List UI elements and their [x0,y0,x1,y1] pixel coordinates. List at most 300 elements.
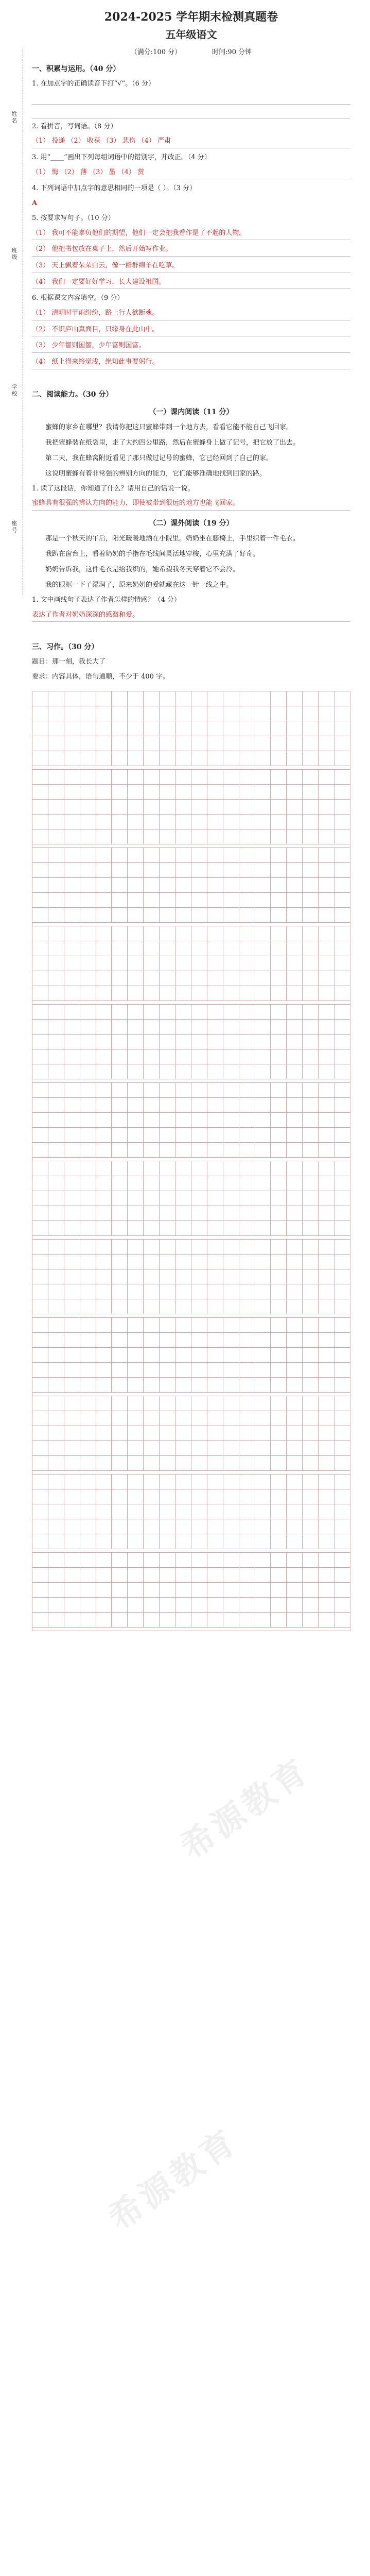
writing-cell[interactable] [239,691,255,706]
writing-cell[interactable] [303,1363,319,1378]
writing-cell[interactable] [223,1411,239,1426]
writing-cell[interactable] [48,691,64,706]
writing-cell[interactable] [287,1049,303,1064]
writing-cell[interactable] [207,1049,223,1064]
writing-cell[interactable] [112,1613,128,1628]
writing-cell[interactable] [96,1613,112,1628]
writing-cell[interactable] [271,956,287,971]
writing-cell[interactable] [48,1284,64,1299]
writing-cell[interactable] [160,971,175,986]
writing-cell[interactable] [334,971,350,986]
writing-cell[interactable] [175,848,191,863]
writing-cell[interactable] [271,1348,287,1363]
writing-cell[interactable] [287,1396,303,1411]
writing-cell[interactable] [239,1098,255,1113]
writing-cell[interactable] [255,1598,271,1613]
writing-cell[interactable] [287,848,303,863]
writing-cell[interactable] [144,1221,160,1236]
writing-cell[interactable] [175,1475,191,1489]
writing-cell[interactable] [207,815,223,829]
writing-cell[interactable] [48,1176,64,1191]
writing-cell[interactable] [223,1489,239,1504]
writing-cell[interactable] [287,1005,303,1020]
writing-cell[interactable] [255,941,271,956]
writing-cell[interactable] [334,1064,350,1079]
writing-cell[interactable] [160,1284,175,1299]
writing-cell[interactable] [287,751,303,766]
writing-cell[interactable] [319,1553,334,1568]
writing-cell[interactable] [48,800,64,815]
writing-cell[interactable] [239,1191,255,1206]
writing-cell[interactable] [32,863,48,878]
writing-cell[interactable] [64,751,80,766]
writing-cell[interactable] [271,1378,287,1393]
writing-cell[interactable] [48,1598,64,1613]
writing-cell[interactable] [303,941,319,956]
writing-cell[interactable] [175,1098,191,1113]
writing-cell[interactable] [32,1206,48,1221]
writing-cell[interactable] [160,1598,175,1613]
writing-cell[interactable] [319,1113,334,1128]
writing-cell[interactable] [191,1318,207,1333]
writing-cell[interactable] [334,1333,350,1348]
writing-cell[interactable] [303,1221,319,1236]
writing-cell[interactable] [80,1396,96,1411]
writing-cell[interactable] [80,1348,96,1363]
writing-cell[interactable] [48,1161,64,1176]
writing-cell[interactable] [96,1240,112,1255]
writing-cell[interactable] [128,848,144,863]
writing-cell[interactable] [271,863,287,878]
writing-cell[interactable] [96,971,112,986]
writing-cell[interactable] [239,971,255,986]
writing-cell[interactable] [287,1064,303,1079]
writing-cell[interactable] [112,800,128,815]
writing-cell[interactable] [112,1049,128,1064]
writing-cell[interactable] [128,878,144,893]
writing-cell[interactable] [144,941,160,956]
writing-cell[interactable] [32,1553,48,1568]
writing-cell[interactable] [303,1396,319,1411]
writing-cell[interactable] [319,1426,334,1441]
writing-cell[interactable] [191,785,207,800]
writing-cell[interactable] [334,1378,350,1393]
writing-cell[interactable] [319,1143,334,1158]
writing-cell[interactable] [303,1456,319,1471]
writing-cell[interactable] [96,1191,112,1206]
writing-cell[interactable] [160,706,175,721]
writing-cell[interactable] [160,1583,175,1598]
writing-cell[interactable] [319,1128,334,1143]
writing-cell[interactable] [287,1583,303,1598]
writing-cell[interactable] [319,1534,334,1549]
writing-cell[interactable] [319,1441,334,1456]
writing-cell[interactable] [96,1456,112,1471]
writing-cell[interactable] [64,1318,80,1333]
writing-cell[interactable] [319,1020,334,1035]
writing-cell[interactable] [64,1113,80,1128]
writing-cell[interactable] [80,1534,96,1549]
writing-cell[interactable] [255,815,271,829]
writing-cell[interactable] [255,721,271,736]
writing-cell[interactable] [32,1378,48,1393]
writing-cell[interactable] [112,736,128,751]
writing-cell[interactable] [64,1504,80,1519]
writing-cell[interactable] [32,1598,48,1613]
writing-cell[interactable] [239,1411,255,1426]
writing-cell[interactable] [239,1299,255,1314]
writing-cell[interactable] [239,1318,255,1333]
writing-cell[interactable] [175,1161,191,1176]
writing-cell[interactable] [287,1456,303,1471]
writing-cell[interactable] [48,721,64,736]
writing-cell[interactable] [223,770,239,785]
writing-cell[interactable] [144,971,160,986]
writing-cell[interactable] [334,785,350,800]
writing-cell[interactable] [64,1613,80,1628]
writing-cell[interactable] [271,736,287,751]
writing-cell[interactable] [207,1083,223,1098]
writing-cell[interactable] [128,1098,144,1113]
writing-cell[interactable] [48,1005,64,1020]
writing-cell[interactable] [191,1583,207,1598]
writing-cell[interactable] [96,848,112,863]
writing-cell[interactable] [64,1143,80,1158]
writing-cell[interactable] [48,1348,64,1363]
writing-cell[interactable] [144,1020,160,1035]
writing-cell[interactable] [271,1519,287,1534]
writing-cell[interactable] [64,1269,80,1284]
writing-cell[interactable] [144,815,160,829]
writing-cell[interactable] [319,1083,334,1098]
writing-cell[interactable] [255,1035,271,1049]
writing-cell[interactable] [303,1005,319,1020]
writing-cell[interactable] [160,829,175,844]
writing-cell[interactable] [207,751,223,766]
writing-cell[interactable] [80,706,96,721]
writing-cell[interactable] [112,908,128,923]
writing-cell[interactable] [80,770,96,785]
writing-cell[interactable] [223,956,239,971]
writing-cell[interactable] [223,1191,239,1206]
writing-cell[interactable] [255,1064,271,1079]
writing-cell[interactable] [191,1396,207,1411]
writing-cell[interactable] [191,1568,207,1583]
writing-cell[interactable] [96,1519,112,1534]
writing-cell[interactable] [96,1378,112,1393]
writing-cell[interactable] [271,941,287,956]
writing-cell[interactable] [207,1519,223,1534]
writing-cell[interactable] [96,908,112,923]
writing-cell[interactable] [32,1441,48,1456]
writing-cell[interactable] [112,1098,128,1113]
writing-cell[interactable] [160,1363,175,1378]
writing-cell[interactable] [112,1221,128,1236]
writing-cell[interactable] [48,1098,64,1113]
writing-cell[interactable] [255,1020,271,1035]
writing-cell[interactable] [319,878,334,893]
writing-cell[interactable] [223,1005,239,1020]
writing-cell[interactable] [64,1583,80,1598]
writing-cell[interactable] [144,751,160,766]
writing-cell[interactable] [64,848,80,863]
writing-cell[interactable] [319,1299,334,1314]
writing-cell[interactable] [287,1441,303,1456]
writing-cell[interactable] [319,1489,334,1504]
writing-cell[interactable] [319,1475,334,1489]
writing-cell[interactable] [64,1553,80,1568]
writing-cell[interactable] [255,863,271,878]
writing-cell[interactable] [175,1489,191,1504]
writing-cell[interactable] [128,1206,144,1221]
writing-cell[interactable] [319,941,334,956]
writing-cell[interactable] [255,1613,271,1628]
writing-cell[interactable] [80,1191,96,1206]
writing-cell[interactable] [96,1005,112,1020]
writing-cell[interactable] [303,1333,319,1348]
writing-cell[interactable] [64,736,80,751]
writing-cell[interactable] [144,691,160,706]
writing-cell[interactable] [175,1534,191,1549]
writing-cell[interactable] [287,926,303,941]
writing-cell[interactable] [32,1504,48,1519]
writing-cell[interactable] [48,751,64,766]
writing-cell[interactable] [191,1534,207,1549]
writing-cell[interactable] [112,1020,128,1035]
writing-cell[interactable] [319,1255,334,1269]
writing-cell[interactable] [239,1064,255,1079]
writing-cell[interactable] [32,1113,48,1128]
writing-cell[interactable] [207,1504,223,1519]
writing-cell[interactable] [64,1348,80,1363]
writing-cell[interactable] [191,878,207,893]
writing-cell[interactable] [112,1128,128,1143]
writing-cell[interactable] [223,986,239,1001]
writing-cell[interactable] [223,878,239,893]
writing-cell[interactable] [271,1064,287,1079]
writing-cell[interactable] [160,1221,175,1236]
writing-cell[interactable] [175,1284,191,1299]
writing-cell[interactable] [175,1363,191,1378]
writing-cell[interactable] [128,1049,144,1064]
writing-cell[interactable] [303,926,319,941]
writing-cell[interactable] [128,1064,144,1079]
writing-cell[interactable] [48,829,64,844]
writing-cell[interactable] [207,1098,223,1113]
writing-cell[interactable] [144,1098,160,1113]
writing-cell[interactable] [303,848,319,863]
writing-cell[interactable] [303,1378,319,1393]
writing-cell[interactable] [287,1083,303,1098]
writing-cell[interactable] [64,1020,80,1035]
writing-cell[interactable] [144,908,160,923]
writing-cell[interactable] [48,1035,64,1049]
writing-cell[interactable] [112,893,128,908]
writing-cell[interactable] [191,815,207,829]
writing-cell[interactable] [319,1519,334,1534]
writing-cell[interactable] [334,1049,350,1064]
writing-cell[interactable] [64,815,80,829]
writing-cell[interactable] [96,1396,112,1411]
writing-cell[interactable] [191,1255,207,1269]
writing-cell[interactable] [96,863,112,878]
writing-cell[interactable] [271,1128,287,1143]
writing-cell[interactable] [175,971,191,986]
writing-cell[interactable] [128,1020,144,1035]
writing-cell[interactable] [160,691,175,706]
writing-cell[interactable] [271,751,287,766]
writing-cell[interactable] [160,1489,175,1504]
writing-cell[interactable] [64,1240,80,1255]
writing-cell[interactable] [303,893,319,908]
writing-cell[interactable] [32,800,48,815]
writing-cell[interactable] [64,956,80,971]
writing-cell[interactable] [255,1161,271,1176]
writing-cell[interactable] [303,1299,319,1314]
writing-cell[interactable] [128,956,144,971]
writing-cell[interactable] [255,691,271,706]
writing-cell[interactable] [175,800,191,815]
writing-cell[interactable] [223,1426,239,1441]
writing-cell[interactable] [48,1020,64,1035]
writing-cell[interactable] [271,1426,287,1441]
writing-cell[interactable] [334,721,350,736]
writing-cell[interactable] [287,956,303,971]
writing-cell[interactable] [191,956,207,971]
writing-cell[interactable] [175,721,191,736]
writing-cell[interactable] [207,1583,223,1598]
writing-cell[interactable] [128,1519,144,1534]
writing-cell[interactable] [303,736,319,751]
writing-cell[interactable] [128,971,144,986]
writing-cell[interactable] [287,1191,303,1206]
writing-cell[interactable] [319,1411,334,1426]
writing-cell[interactable] [319,956,334,971]
writing-cell[interactable] [48,1299,64,1314]
writing-cell[interactable] [128,1176,144,1191]
writing-cell[interactable] [287,1519,303,1534]
writing-cell[interactable] [271,1598,287,1613]
writing-cell[interactable] [32,1363,48,1378]
writing-cell[interactable] [96,691,112,706]
writing-cell[interactable] [271,1240,287,1255]
writing-cell[interactable] [191,1613,207,1628]
writing-cell[interactable] [32,941,48,956]
writing-cell[interactable] [287,908,303,923]
writing-cell[interactable] [48,1240,64,1255]
writing-cell[interactable] [175,1553,191,1568]
writing-cell[interactable] [255,1441,271,1456]
writing-cell[interactable] [128,1143,144,1158]
writing-cell[interactable] [223,1456,239,1471]
writing-cell[interactable] [80,785,96,800]
writing-cell[interactable] [160,785,175,800]
writing-cell[interactable] [223,1318,239,1333]
writing-cell[interactable] [80,941,96,956]
writing-cell[interactable] [303,1489,319,1504]
writing-cell[interactable] [96,1221,112,1236]
writing-cell[interactable] [255,848,271,863]
writing-cell[interactable] [319,1269,334,1284]
writing-cell[interactable] [144,1426,160,1441]
writing-cell[interactable] [128,1269,144,1284]
writing-cell[interactable] [96,1128,112,1143]
writing-cell[interactable] [48,863,64,878]
writing-cell[interactable] [48,1378,64,1393]
writing-cell[interactable] [207,1269,223,1284]
writing-cell[interactable] [48,1583,64,1598]
writing-cell[interactable] [303,1113,319,1128]
writing-cell[interactable] [239,986,255,1001]
writing-cell[interactable] [160,893,175,908]
writing-cell[interactable] [144,721,160,736]
writing-cell[interactable] [32,878,48,893]
writing-cell[interactable] [319,1504,334,1519]
writing-cell[interactable] [239,1348,255,1363]
writing-cell[interactable] [303,878,319,893]
writing-cell[interactable] [334,986,350,1001]
writing-cell[interactable] [239,878,255,893]
writing-cell[interactable] [303,800,319,815]
writing-cell[interactable] [128,815,144,829]
writing-cell[interactable] [334,1206,350,1221]
writing-cell[interactable] [128,1426,144,1441]
writing-cell[interactable] [207,1348,223,1363]
writing-cell[interactable] [144,1049,160,1064]
writing-cell[interactable] [144,1568,160,1583]
writing-cell[interactable] [64,1598,80,1613]
writing-cell[interactable] [64,1221,80,1236]
writing-cell[interactable] [160,908,175,923]
writing-cell[interactable] [80,800,96,815]
writing-cell[interactable] [207,1255,223,1269]
writing-cell[interactable] [144,1613,160,1628]
writing-cell[interactable] [223,971,239,986]
writing-cell[interactable] [207,1005,223,1020]
writing-cell[interactable] [48,1519,64,1534]
writing-cell[interactable] [112,785,128,800]
writing-cell[interactable] [334,1191,350,1206]
writing-cell[interactable] [128,1240,144,1255]
writing-cell[interactable] [64,1191,80,1206]
writing-cell[interactable] [223,1363,239,1378]
writing-cell[interactable] [112,829,128,844]
writing-cell[interactable] [112,941,128,956]
writing-cell[interactable] [32,1333,48,1348]
writing-cell[interactable] [128,1456,144,1471]
writing-cell[interactable] [239,1396,255,1411]
writing-cell[interactable] [303,1284,319,1299]
writing-cell[interactable] [96,1113,112,1128]
writing-cell[interactable] [191,1143,207,1158]
writing-cell[interactable] [48,1553,64,1568]
writing-cell[interactable] [191,691,207,706]
writing-cell[interactable] [223,1598,239,1613]
writing-cell[interactable] [64,908,80,923]
writing-cell[interactable] [319,1348,334,1363]
writing-cell[interactable] [48,1206,64,1221]
writing-cell[interactable] [144,1504,160,1519]
writing-cell[interactable] [303,1426,319,1441]
writing-cell[interactable] [144,1318,160,1333]
writing-cell[interactable] [239,1083,255,1098]
writing-cell[interactable] [334,893,350,908]
writing-cell[interactable] [112,1064,128,1079]
writing-cell[interactable] [223,848,239,863]
writing-cell[interactable] [223,751,239,766]
writing-cell[interactable] [128,1333,144,1348]
writing-cell[interactable] [144,1598,160,1613]
